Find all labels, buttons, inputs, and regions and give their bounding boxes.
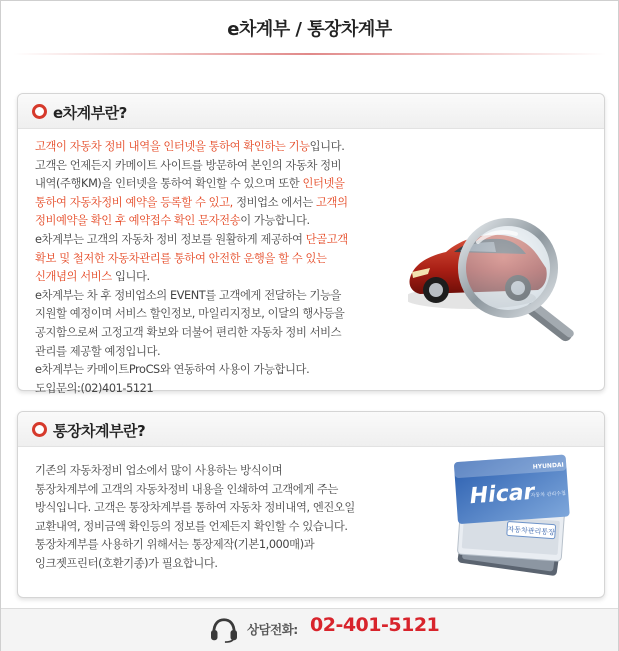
- section-title: [32, 102, 127, 123]
- body-text: 공지함으로써 고정고객 확보와 더불어 편리한 자동차 정비 서비스: [35, 325, 342, 339]
- highlight-text: 단골고객: [305, 232, 348, 246]
- highlight-text: 고객이 자동차 정비 내역을 인터넷을 통하여 확인하는 기능: [35, 140, 310, 153]
- description-line: [35, 305, 405, 324]
- body-text: 관리를 제공할 예정입니다.: [35, 344, 161, 358]
- body-text: e차계부는 차 후 정비업소의 EVENT를 고객에게 전달하는 기능을: [35, 288, 342, 302]
- contact-footer: [1, 608, 618, 651]
- highlight-text: 신개념의 서비스: [35, 270, 112, 284]
- section-title: [32, 420, 145, 441]
- highlight-text: 통하여 자동차정비 예약을 등록할 수 있고,: [35, 195, 233, 209]
- booklet-brand: HYUNDAI: [532, 461, 565, 471]
- description-line: [35, 212, 405, 231]
- headset-icon: [208, 617, 240, 643]
- body-text: e차계부는 고객의 자동차 정비 정보를 원활하게 제공하여: [35, 232, 306, 246]
- car-magnifier-illustration: [408, 202, 588, 352]
- page-header: [1, 1, 618, 55]
- description-line: [35, 361, 405, 380]
- section-title-text: e차계부란?: [53, 104, 127, 122]
- bullet-icon: [32, 422, 47, 437]
- highlight-text: 고객의: [316, 195, 348, 209]
- booklet-logo: Hicar: [468, 479, 536, 510]
- section-title-text: 통장차계부란?: [53, 422, 146, 440]
- description-line: [35, 250, 405, 269]
- body-text: 도입문의:(02)401-5121: [35, 381, 154, 395]
- description-line: 기존의 자동차정비 업소에서 많이 사용하는 방식이며: [35, 464, 283, 477]
- description-line: [35, 157, 405, 176]
- description-line: 방식입니다. 고객은 통장차계부를 통하여 자동차 정비내역, 엔진오일: [35, 501, 355, 515]
- phone-label: 상담전화:: [247, 622, 298, 637]
- e-chagyebu-panel: [17, 93, 605, 395]
- highlight-text: 확보 및 철저한 자동차관리를 통하여 안전한 운행을 할 수 있는: [35, 251, 327, 265]
- description-line: [35, 268, 405, 287]
- tongjang-chagyebu-panel: [17, 411, 605, 598]
- hicar-booklet-illustration: [450, 452, 582, 582]
- bullet-icon: [32, 104, 47, 119]
- page-title: e차계부 / 통장차계부: [227, 19, 392, 40]
- description-line: [35, 194, 405, 213]
- description-line: [35, 138, 405, 157]
- body-text: 지원할 예정이며 서비스 할인정보, 마일리지정보, 이달의 행사등을: [35, 307, 345, 321]
- section-description: [35, 138, 405, 398]
- description-line: [35, 380, 405, 399]
- description-line: 통장차계부를 사용하기 위해서는 통장제작(기본1,000매)과: [35, 538, 315, 552]
- highlight-text: 정비예약을 확인 후 예약접수 확인 문자전송: [35, 214, 241, 228]
- section-description: [35, 462, 425, 574]
- description-line: 잉크젯프린터(호환기종)가 필요합니다.: [35, 556, 218, 570]
- highlight-text: 인터넷을: [302, 177, 345, 191]
- phone-number[interactable]: 02-401-5121: [310, 614, 440, 636]
- description-line: [35, 324, 405, 343]
- description-line: 통장차계부에 고객의 자동차정비 내용을 인쇄하여 고객에게 주는: [35, 482, 338, 496]
- booklet-label: 자동차관리통장: [507, 525, 556, 537]
- body-text: 입니다.: [111, 270, 150, 284]
- body-text: 내역(주행KM)을 인터넷을 통하여 확인할 수 있으며 또한: [35, 177, 303, 191]
- body-text: 고객은 언제든지 카메이트 사이트를 방문하여 본인의 자동차 정비: [35, 158, 342, 172]
- body-text: 입니다.: [309, 140, 345, 153]
- body-text: 정비업소 에서는: [232, 195, 317, 209]
- booklet-tagline: 자동차 관리수첩: [530, 490, 567, 499]
- description-line: [35, 343, 405, 362]
- description-line: [35, 175, 405, 194]
- body-text: e차계부는 카메이트ProCS와 연동하여 사용이 가능합니다.: [35, 363, 310, 377]
- body-text: 이 가능합니다.: [240, 214, 310, 228]
- description-line: 교환내역, 정비금액 확인등의 정보를 언제든지 확인할 수 있습니다.: [35, 519, 348, 533]
- header-divider: [13, 53, 606, 55]
- description-line: [35, 287, 405, 306]
- description-line: [35, 231, 405, 250]
